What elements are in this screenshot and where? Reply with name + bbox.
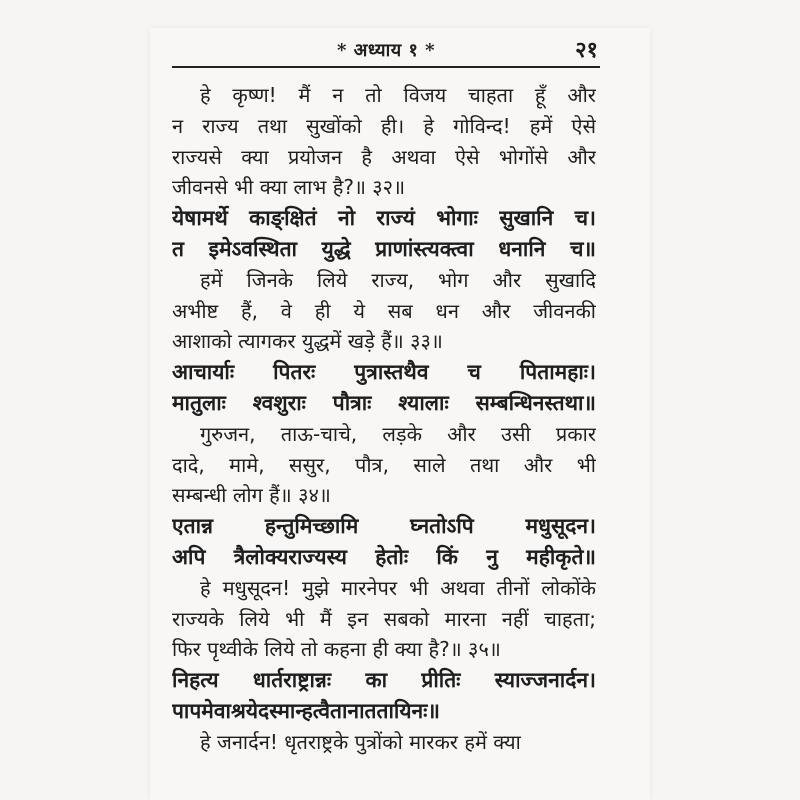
sloka-line: त इमेऽवस्थिता युद्धे प्राणांस्त्यक्त्वा धनानि च॥ <box>172 236 596 261</box>
sloka-line: निहत्य धार्तराष्ट्रान्नः का प्रीतिः स्याज्जनार्दन। <box>172 667 596 693</box>
translation-line: फिर पृथ्वीके लिये तो कहना ही क्या है?॥ ३५॥ <box>172 637 501 662</box>
translation-line: हे मधुसूदन! मुझे मारनेपर भी अथवा तीनों लोकोंके <box>200 575 596 600</box>
sloka-line: पापमेवाश्रयेदस्मान्हत्वैतानाततायिनः॥ <box>172 698 440 723</box>
translation-line: हे कृष्ण! मैं न तो विजय चाहता हूँ और <box>200 83 596 107</box>
translation-line: राज्यसे क्या प्रयोजन है अथवा ऐसे भोगोंसे और <box>172 144 596 169</box>
translation-line: अभीष्ट हैं, वे ही ये सब धन और जीवनकी <box>172 298 596 323</box>
sloka-line: येषामर्थे काङ्क्षितं नो राज्यं भोगाः सुखानि च। <box>172 205 596 231</box>
translation-line: न राज्य तथा सुखोंको ही। हे गोविन्द! हमें ऐसे <box>172 113 596 138</box>
chapter-title: * अध्याय १ * <box>336 40 436 61</box>
translation-line: राज्यके लिये भी मैं इन सबको मारना नहीं चाहता; <box>172 606 596 631</box>
translation-line: आशाको त्यागकर युद्धमें खड़े हैं॥ ३३॥ <box>172 329 443 354</box>
page-number: २१ <box>575 37 598 63</box>
translation-line: जीवनसे भी क्या लाभ है?॥ ३२॥ <box>172 175 406 200</box>
translation-line: सम्बन्धी लोग हैं॥ ३४॥ <box>172 483 331 508</box>
sloka-line: मातुलाः श्वशुराः पौत्राः श्यालाः सम्बन्धिनस्तथा॥ <box>172 390 596 415</box>
running-header <box>172 38 600 68</box>
sloka-line: अपि त्रैलोक्यराज्यस्य हेतोः किं नु महीकृते॥ <box>172 544 596 569</box>
sloka-line: एतान्न हन्तुमिच्छामि घ्नतोऽपि मधुसूदन। <box>172 513 596 539</box>
translation-line: हमें जिनके लिये राज्य, भोग और सुखादि <box>200 267 596 292</box>
translation-line: गुरुजन, ताऊ-चाचे, लड़के और उसी प्रकार <box>200 421 596 446</box>
translation-line: हे जनार्दन! धृतराष्ट्रके पुत्रोंको मारकर हमें क्या <box>200 729 521 754</box>
translation-line: दादे, मामे, ससुर, पौत्र, साले तथा और भी <box>172 452 596 477</box>
sloka-line: आचार्याः पितरः पुत्रास्तथैव च पितामहाः। <box>172 359 596 385</box>
